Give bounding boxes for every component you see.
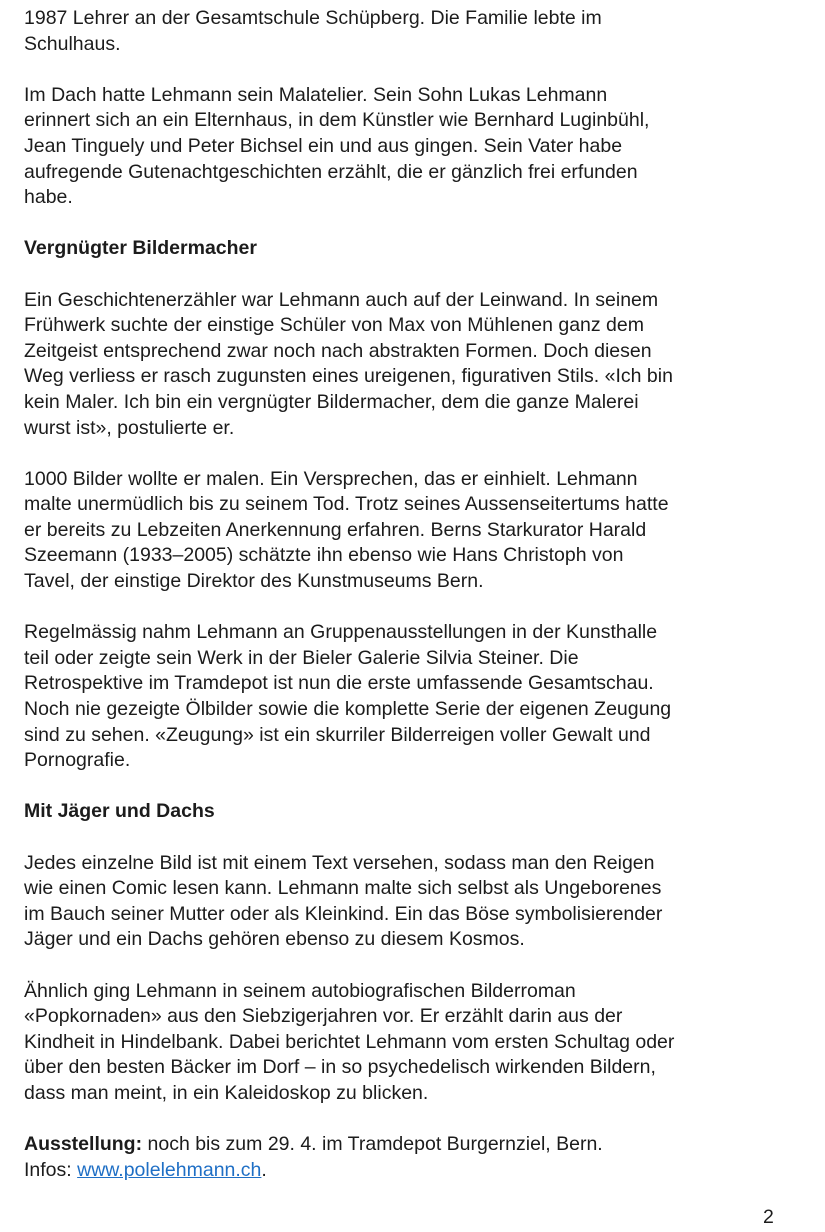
- text-line: sind zu sehen. «Zeugung» ist ein skurriler Bilderreigen voller Gewalt und: [24, 723, 651, 746]
- text-line: Weg verliess er rasch zugunsten eines ureigenen, figurativen Stils. «Ich bin: [24, 365, 673, 388]
- text-line: teil oder zeigte sein Werk in der Bieler Galerie Silvia Steiner. Die: [24, 646, 579, 669]
- paragraph-1: [24, 6, 809, 57]
- infos-label: Infos:: [24, 1158, 78, 1181]
- infos-period: .: [261, 1158, 267, 1181]
- text-line: kein Maler. Ich bin ein vergnügter Bildermacher, dem die ganze Malerei: [24, 390, 639, 413]
- text-line: im Bauch seiner Mutter oder als Kleinkind. Ein das Böse symbolisierender: [24, 902, 663, 925]
- text-line: Ein Geschichtenerzähler war Lehmann auch auf der Leinwand. In seinem: [24, 288, 659, 311]
- infos-line: [24, 1158, 809, 1184]
- exhibition-line: [24, 1132, 809, 1158]
- page-number: 2: [763, 1206, 774, 1228]
- section-heading-vergnuegter-bildermacher: Vergnügter Bildermacher: [24, 237, 257, 260]
- text-line: malte unermüdlich bis zu seinem Tod. Trotz seines Aussenseitertums hatte: [24, 493, 669, 516]
- section-heading-mit-jaeger-und-dachs: Mit Jäger und Dachs: [24, 800, 215, 823]
- paragraph-7: [24, 979, 809, 1107]
- exhibition-label: Ausstellung:: [24, 1133, 143, 1156]
- text-line: 1987 Lehrer an der Gesamtschule Schüpberg. Die Familie lebte im: [24, 7, 602, 29]
- text-line: wie einen Comic lesen kann. Lehmann malte sich selbst als Ungeborenes: [24, 877, 662, 900]
- text-line: Tavel, der einstige Direktor des Kunstmuseums Bern.: [24, 570, 484, 593]
- text-line: er bereits zu Lebzeiten Anerkennung erfahren. Berns Starkurator Harald: [24, 518, 647, 541]
- text-line: erinnert sich an ein Elternhaus, in dem Künstler wie Bernhard Luginbühl,: [24, 109, 650, 132]
- text-line: Jedes einzelne Bild ist mit einem Text versehen, sodass man den Reigen: [24, 851, 655, 874]
- exhibition-text: noch bis zum 29. 4. im Tramdepot Burgernziel, Bern.: [142, 1133, 603, 1156]
- text-line: Im Dach hatte Lehmann sein Malatelier. Sein Sohn Lukas Lehmann: [24, 83, 608, 106]
- text-line: Pornografie.: [24, 749, 131, 772]
- paragraph-6: [24, 851, 809, 953]
- text-line: Szeemann (1933–2005) schätzte ihn ebenso wie Hans Christoph von: [24, 544, 624, 567]
- text-line: Ähnlich ging Lehmann in seinem autobiografischen Bilderroman: [24, 979, 576, 1002]
- text-line: habe.: [24, 186, 73, 209]
- paragraph-5: [24, 620, 809, 774]
- text-line: wurst ist», postulierte er.: [24, 416, 235, 439]
- text-line: Retrospektive im Tramdepot ist nun die erste umfassende Gesamtschau.: [24, 672, 654, 695]
- text-line: «Popkornaden» aus den Siebzigerjahren vor. Er erzählt darin aus der: [24, 1005, 623, 1028]
- text-line: Noch nie gezeigte Ölbilder sowie die komplette Serie der eigenen Zeugung: [24, 698, 672, 721]
- text-line: über den besten Bäcker im Dorf – in so psychedelisch wirkenden Bildern,: [24, 1056, 656, 1079]
- text-line: Frühwerk suchte der einstige Schüler von Max von Mühlenen ganz dem: [24, 314, 644, 337]
- text-line: aufregende Gutenachtgeschichten erzählt, die er gänzlich frei erfunden: [24, 160, 638, 183]
- paragraph-3: [24, 288, 809, 442]
- paragraph-2: [24, 83, 809, 211]
- website-link[interactable]: www.polelehmann.ch: [77, 1158, 262, 1181]
- text-line: Kindheit in Hindelbank. Dabei berichtet Lehmann vom ersten Schultag oder: [24, 1030, 675, 1053]
- text-line: Regelmässig nahm Lehmann an Gruppenausstellungen in der Kunsthalle: [24, 621, 658, 644]
- text-line: Zeitgeist entsprechend zwar noch nach abstrakten Formen. Doch diesen: [24, 339, 652, 362]
- exhibition-info: [24, 1132, 809, 1183]
- text-line: dass man meint, in ein Kaleidoskop zu blicken.: [24, 1081, 429, 1104]
- document-body: [24, 6, 809, 1209]
- text-line: Schulhaus.: [24, 32, 121, 55]
- text-line: Jean Tinguely und Peter Bichsel ein und aus gingen. Sein Vater habe: [24, 134, 623, 157]
- text-line: 1000 Bilder wollte er malen. Ein Versprechen, das er einhielt. Lehmann: [24, 467, 638, 490]
- text-line: Jäger und ein Dachs gehören ebenso zu diesem Kosmos.: [24, 928, 525, 951]
- paragraph-4: [24, 467, 809, 595]
